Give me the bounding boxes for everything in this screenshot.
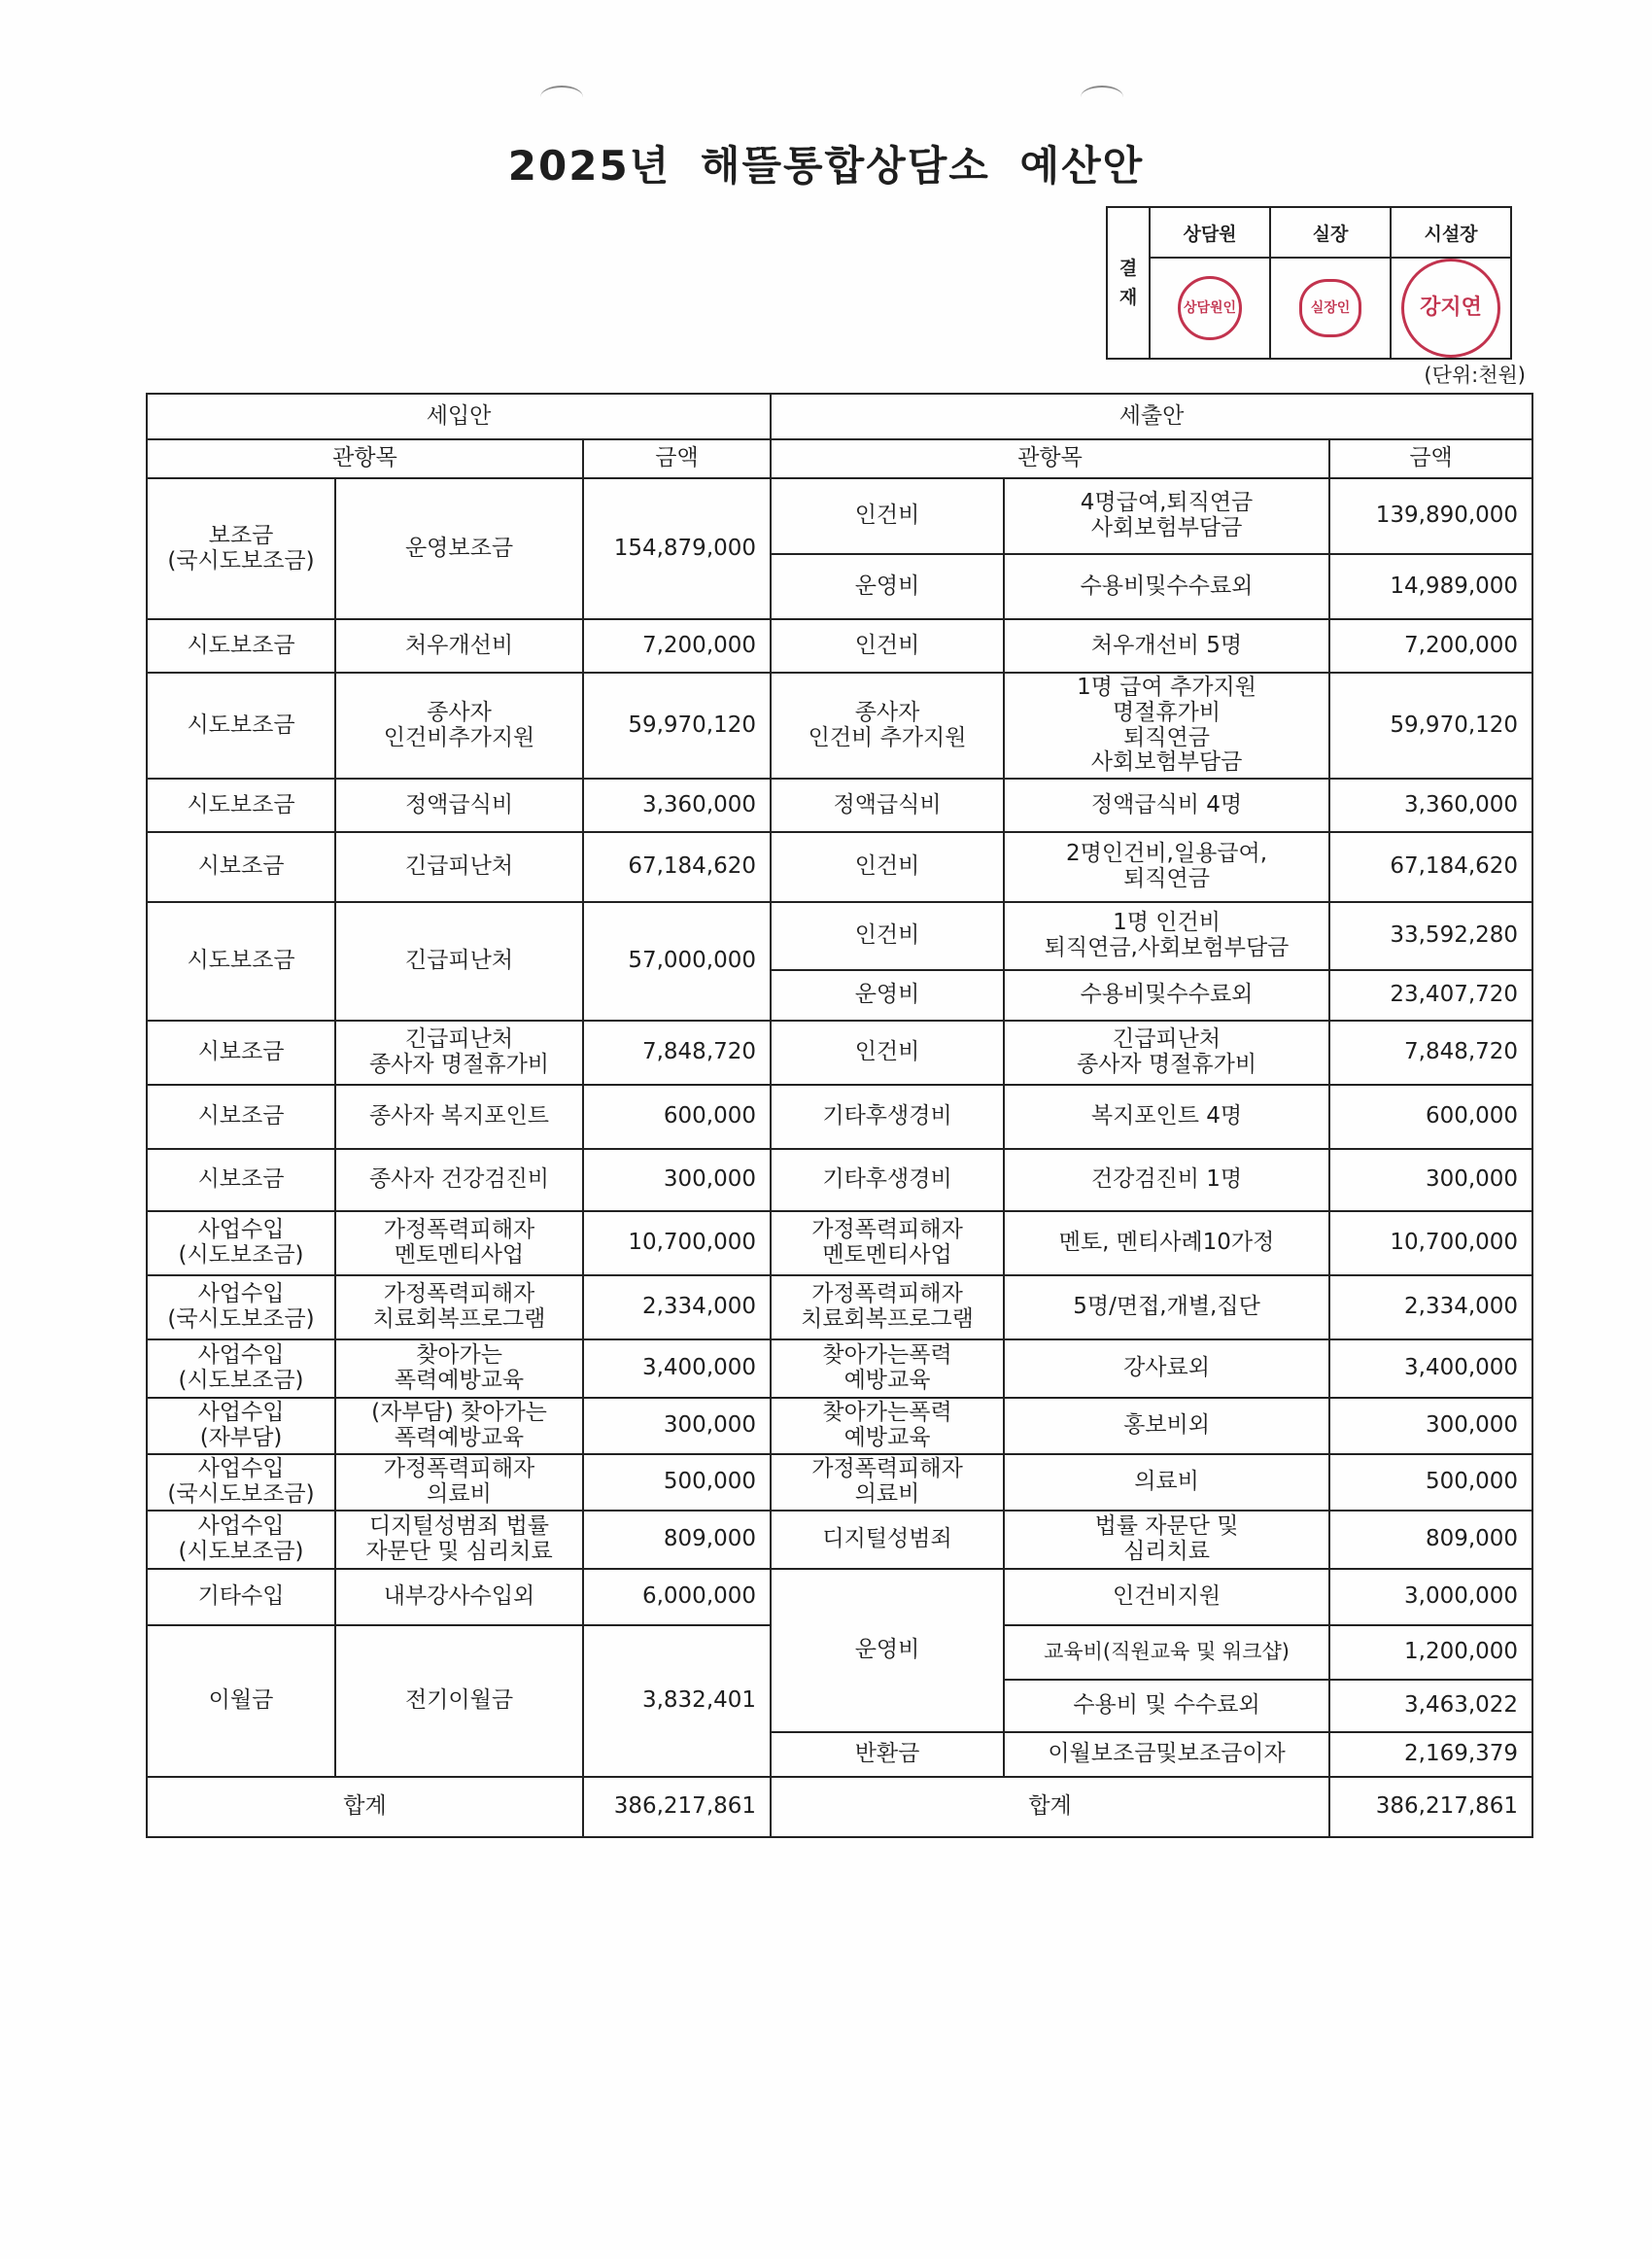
expense-category: 인건비 [771, 1021, 1004, 1085]
income-item: (자부담) 찾아가는 폭력예방교육 [335, 1398, 583, 1454]
income-amount: 3,400,000 [583, 1339, 771, 1398]
expense-category: 가정폭력피해자 의료비 [771, 1454, 1004, 1511]
income-category: 사업수입 (자부담) [147, 1398, 335, 1454]
income-amount: 57,000,000 [583, 902, 771, 1021]
income-item: 가정폭력피해자 의료비 [335, 1454, 583, 1511]
income-item: 디지털성범죄 법률 자문단 및 심리치료 [335, 1511, 583, 1569]
expense-category: 기타후생경비 [771, 1149, 1004, 1211]
expense-item: 1명 급여 추가지원 명절휴가비 퇴직연금 사회보험부담금 [1004, 673, 1329, 779]
income-item: 내부강사수입외 [335, 1569, 583, 1625]
income-amount: 6,000,000 [583, 1569, 771, 1625]
income-amount: 7,848,720 [583, 1021, 771, 1085]
table-row [147, 1085, 1532, 1149]
expense-category: 정액급식비 [771, 779, 1004, 832]
expense-amount: 7,200,000 [1329, 619, 1532, 673]
expense-total-amount: 386,217,861 [1329, 1777, 1532, 1837]
income-amount: 3,832,401 [583, 1625, 771, 1777]
expense-item: 강사료외 [1004, 1339, 1329, 1398]
expense-amount: 300,000 [1329, 1149, 1532, 1211]
income-category: 시도보조금 [147, 779, 335, 832]
expense-item: 건강검진비 1명 [1004, 1149, 1329, 1211]
expense-category: 인건비 [771, 832, 1004, 902]
expense-item: 복지포인트 4명 [1004, 1085, 1329, 1149]
income-category: 사업수입 (국시도보조금) [147, 1454, 335, 1511]
table-row [147, 673, 1532, 779]
unit-label: (단위:천원) [1424, 364, 1526, 387]
expense-category: 종사자 인건비 추가지원 [771, 673, 1004, 779]
income-item: 처우개선비 [335, 619, 583, 673]
expense-header: 세출안 [771, 394, 1532, 439]
approval-role-director: 실장 [1270, 207, 1391, 258]
income-item: 긴급피난처 [335, 832, 583, 902]
expense-item: 2명인건비,일용급여, 퇴직연금 [1004, 832, 1329, 902]
table-row [147, 619, 1532, 673]
income-category: 시도보조금 [147, 619, 335, 673]
income-amount: 67,184,620 [583, 832, 771, 902]
table-row [147, 1339, 1532, 1398]
expense-amount: 3,000,000 [1329, 1569, 1532, 1625]
expense-category: 인건비 [771, 478, 1004, 554]
expense-category: 가정폭력피해자 치료회복프로그램 [771, 1275, 1004, 1339]
income-amount: 59,970,120 [583, 673, 771, 779]
expense-amount: 809,000 [1329, 1511, 1532, 1569]
expense-amount: 10,700,000 [1329, 1211, 1532, 1275]
expense-item: 법률 자문단 및 심리치료 [1004, 1511, 1329, 1569]
approval-label-text: 결재 [1119, 258, 1138, 308]
punch-hole-right [1081, 86, 1123, 109]
expense-amount: 67,184,620 [1329, 832, 1532, 902]
income-amount: 7,200,000 [583, 619, 771, 673]
signature-director [1270, 258, 1391, 359]
income-item: 긴급피난처 [335, 902, 583, 1021]
expense-item: 의료비 [1004, 1454, 1329, 1511]
expense-item: 멘토, 멘티사례10가정 [1004, 1211, 1329, 1275]
table-row [147, 779, 1532, 832]
income-header: 세입안 [147, 394, 771, 439]
expense-amount-header: 금액 [1329, 439, 1532, 478]
income-amount: 3,360,000 [583, 779, 771, 832]
income-category: 이월금 [147, 1625, 335, 1777]
expense-category: 운영비 [771, 554, 1004, 619]
total-row [147, 1777, 1532, 1837]
expense-category: 디지털성범죄 [771, 1511, 1004, 1569]
income-amount: 2,334,000 [583, 1275, 771, 1339]
expense-item: 긴급피난처 종사자 명절휴가비 [1004, 1021, 1329, 1085]
expense-category: 가정폭력피해자 멘토멘티사업 [771, 1211, 1004, 1275]
expense-total-label: 합계 [771, 1777, 1329, 1837]
income-amount: 500,000 [583, 1454, 771, 1511]
table-row [147, 1569, 1532, 1625]
table-row [147, 1454, 1532, 1511]
income-amount: 154,879,000 [583, 478, 771, 619]
income-total-label: 합계 [147, 1777, 583, 1837]
income-category: 사업수입 (시도보조금) [147, 1339, 335, 1398]
income-item: 긴급피난처 종사자 명절휴가비 [335, 1021, 583, 1085]
income-item: 종사자 건강검진비 [335, 1149, 583, 1211]
expense-category: 찾아가는폭력 예방교육 [771, 1339, 1004, 1398]
income-category: 시보조금 [147, 1085, 335, 1149]
income-item: 가정폭력피해자 치료회복프로그램 [335, 1275, 583, 1339]
expense-amount: 2,169,379 [1329, 1732, 1532, 1777]
income-item: 정액급식비 [335, 779, 583, 832]
expense-amount: 33,592,280 [1329, 902, 1532, 970]
approval-role-head: 시설장 [1391, 207, 1511, 258]
expense-category: 기타후생경비 [771, 1085, 1004, 1149]
table-row [147, 478, 1532, 554]
expense-item: 처우개선비 5명 [1004, 619, 1329, 673]
income-item: 찾아가는 폭력예방교육 [335, 1339, 583, 1398]
expense-category: 반환금 [771, 1732, 1004, 1777]
income-category: 사업수입 (시도보조금) [147, 1511, 335, 1569]
table-row [147, 1275, 1532, 1339]
expense-category: 찾아가는폭력 예방교육 [771, 1398, 1004, 1454]
income-category: 시도보조금 [147, 902, 335, 1021]
income-category: 기타수입 [147, 1569, 335, 1625]
income-item: 전기이월금 [335, 1625, 583, 1777]
income-total-amount: 386,217,861 [583, 1777, 771, 1837]
expense-amount: 59,970,120 [1329, 673, 1532, 779]
income-amount: 300,000 [583, 1149, 771, 1211]
income-amount: 300,000 [583, 1398, 771, 1454]
expense-category: 운영비 [771, 970, 1004, 1021]
expense-category: 인건비 [771, 619, 1004, 673]
expense-amount: 500,000 [1329, 1454, 1532, 1511]
income-amount: 600,000 [583, 1085, 771, 1149]
expense-amount: 139,890,000 [1329, 478, 1532, 554]
budget-table [146, 393, 1533, 1838]
expense-amount: 3,463,022 [1329, 1680, 1532, 1732]
expense-item: 수용비및수수료외 [1004, 970, 1329, 1021]
income-category: 시보조금 [147, 1021, 335, 1085]
expense-amount: 1,200,000 [1329, 1625, 1532, 1680]
expense-item: 인건비지원 [1004, 1569, 1329, 1625]
signature-counselor [1150, 258, 1270, 359]
expense-amount: 14,989,000 [1329, 554, 1532, 619]
income-amount: 10,700,000 [583, 1211, 771, 1275]
signature-head [1391, 258, 1511, 359]
income-category: 사업수입 (시도보조금) [147, 1211, 335, 1275]
income-category: 시도보조금 [147, 673, 335, 779]
income-amount: 809,000 [583, 1511, 771, 1569]
expense-item: 교육비(직원교육 및 워크샵) [1004, 1625, 1329, 1680]
table-row [147, 1398, 1532, 1454]
income-category: 보조금 (국시도보조금) [147, 478, 335, 619]
expense-amount: 23,407,720 [1329, 970, 1532, 1021]
table-row [147, 902, 1532, 970]
expense-amount: 7,848,720 [1329, 1021, 1532, 1085]
seal-head-icon: 강지연 [1401, 259, 1500, 358]
expense-item: 5명/면접,개별,집단 [1004, 1275, 1329, 1339]
income-category: 시보조금 [147, 832, 335, 902]
punch-hole-left [540, 86, 583, 109]
table-row [147, 832, 1532, 902]
expense-amount: 3,360,000 [1329, 779, 1532, 832]
income-amount-header: 금액 [583, 439, 771, 478]
income-item: 운영보조금 [335, 478, 583, 619]
expense-category: 운영비 [771, 1569, 1004, 1732]
approval-box [1106, 206, 1512, 360]
seal-counselor-icon: 상담원인 [1178, 276, 1242, 340]
expense-amount: 3,400,000 [1329, 1339, 1532, 1398]
expense-amount: 300,000 [1329, 1398, 1532, 1454]
expense-item: 홍보비외 [1004, 1398, 1329, 1454]
seal-director-icon: 실장인 [1299, 279, 1361, 337]
approval-role-counselor: 상담원 [1150, 207, 1270, 258]
expense-category: 인건비 [771, 902, 1004, 970]
expense-amount: 600,000 [1329, 1085, 1532, 1149]
expense-item: 1명 인건비 퇴직연금,사회보험부담금 [1004, 902, 1329, 970]
income-item: 종사자 복지포인트 [335, 1085, 583, 1149]
income-category: 사업수입 (국시도보조금) [147, 1275, 335, 1339]
income-item-header: 관항목 [147, 439, 583, 478]
expense-item: 수용비및수수료외 [1004, 554, 1329, 619]
table-row [147, 1149, 1532, 1211]
page-title: 2025년 해뜰통합상담소 예산안 [507, 142, 1145, 190]
income-item: 가정폭력피해자 멘토멘티사업 [335, 1211, 583, 1275]
expense-item-header: 관항목 [771, 439, 1329, 478]
income-item: 종사자 인건비추가지원 [335, 673, 583, 779]
table-row [147, 1511, 1532, 1569]
table-row [147, 1021, 1532, 1085]
approval-label [1107, 207, 1150, 359]
expense-amount: 2,334,000 [1329, 1275, 1532, 1339]
expense-item: 이월보조금및보조금이자 [1004, 1732, 1329, 1777]
table-row [147, 1211, 1532, 1275]
income-category: 시보조금 [147, 1149, 335, 1211]
expense-item: 4명급여,퇴직연금 사회보험부담금 [1004, 478, 1329, 554]
expense-item: 정액급식비 4명 [1004, 779, 1329, 832]
expense-item: 수용비 및 수수료외 [1004, 1680, 1329, 1732]
